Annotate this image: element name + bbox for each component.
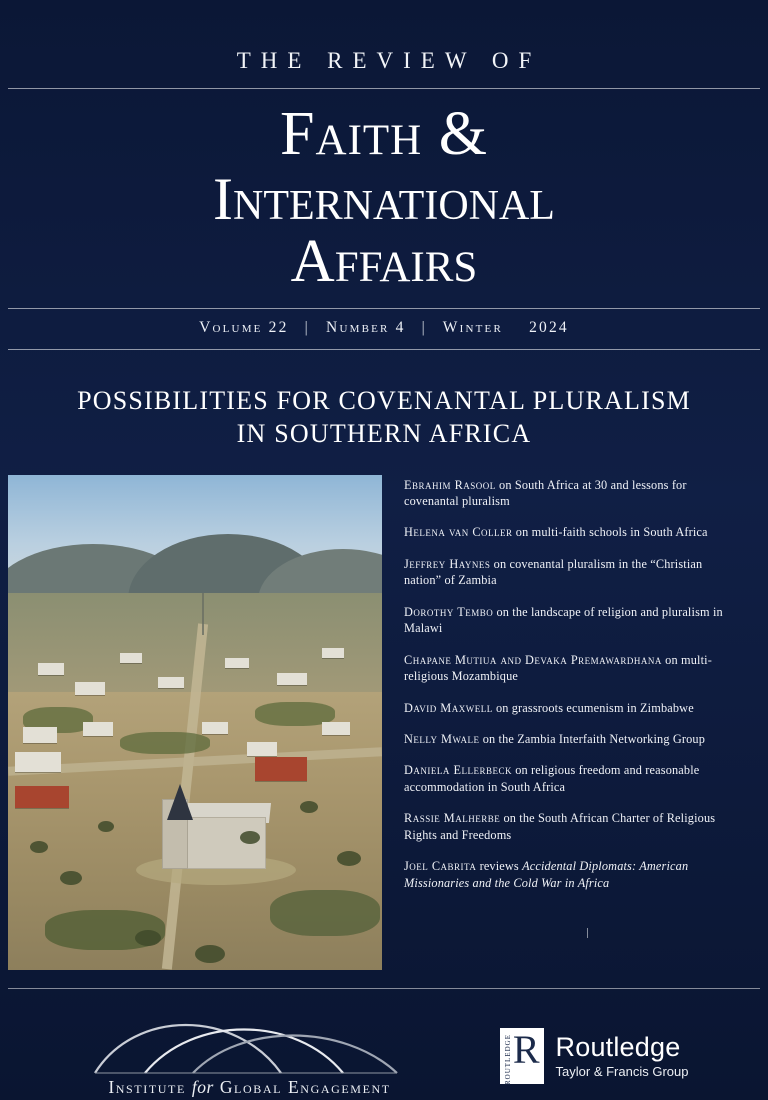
contents-author: Rassie Malherbe <box>404 810 501 825</box>
contents-author: Joel Cabrita <box>404 858 477 873</box>
contents-text: on the South African Charter of Religious Rights and Freedoms <box>404 810 716 842</box>
cover-photo-wrap <box>8 475 382 970</box>
contents-text: on covenantal pluralism in the “Christian nation” of Zambia <box>404 556 703 588</box>
contents-text: on multi-faith schools in South Africa <box>512 525 708 540</box>
photo-shrub <box>98 821 114 832</box>
issue-theme <box>0 350 768 461</box>
journal-title-line-1: Faith & <box>280 100 488 168</box>
photo-building <box>38 663 64 675</box>
photo-building <box>225 658 249 668</box>
journal-title <box>0 89 768 302</box>
footer-tick-mark <box>587 928 588 938</box>
photo-building <box>120 653 142 663</box>
contents-text: on grassroots ecumenism in Zimbabwe <box>492 700 694 715</box>
list-item <box>404 810 740 843</box>
contents-text: on religious freedom and reasonable accommodation in South Africa <box>404 762 700 794</box>
photo-shrub <box>195 945 225 963</box>
publisher-logo <box>500 1028 689 1084</box>
photo-building <box>15 752 61 772</box>
photo-utility-pole <box>202 593 204 635</box>
publisher-wordmark <box>556 1033 689 1079</box>
issue-number: Number 4 <box>326 319 406 336</box>
photo-shrub <box>60 871 82 885</box>
contents-author: Dorothy Tembo <box>404 604 494 619</box>
list-item <box>404 858 740 891</box>
ige-word-2: Global Engagement <box>219 1076 391 1097</box>
photo-church-tower <box>162 799 188 869</box>
photo-building <box>247 742 277 756</box>
contents-text: on the Zambia Interfaith Networking Group <box>479 731 706 746</box>
publisher-name: Routledge <box>555 1032 681 1063</box>
contents-text: on South Africa at 30 and lessons for covenantal pluralism <box>404 477 687 509</box>
contents-text: on multi-religious Mozambique <box>404 652 712 684</box>
journal-title-line-3: Affairs <box>290 228 478 295</box>
contents-author: Helena van Coller <box>404 525 513 540</box>
photo-building <box>277 673 307 685</box>
cover-footer <box>0 989 768 1098</box>
photo-shrub <box>135 930 161 946</box>
photo-building <box>202 722 228 734</box>
contents-book-title: Accidental Diplomats: American Missionaries and the Cold War in Africa <box>404 858 689 890</box>
ige-word-italic: for <box>191 1076 214 1097</box>
issue-volume: Volume 22 <box>199 319 289 336</box>
photo-red-roof-building <box>15 786 69 808</box>
publisher-subtitle: Taylor & Francis Group <box>555 1063 689 1079</box>
journal-title-line-2: International <box>213 166 555 232</box>
contents-author: Ebrahim Rasool <box>404 477 496 492</box>
issue-line <box>0 309 768 349</box>
issue-separator-2: | <box>421 319 427 336</box>
photo-building <box>83 722 113 736</box>
photo-building <box>322 722 350 735</box>
ige-word-1: Institute <box>108 1076 186 1097</box>
issue-separator-1: | <box>304 319 310 336</box>
photo-shrub <box>300 801 318 813</box>
photo-building <box>75 682 105 695</box>
issue-year: 2024 <box>529 319 569 336</box>
list-item <box>404 524 740 541</box>
photo-building <box>23 727 57 743</box>
ige-arcs-icon <box>80 1015 420 1077</box>
photo-shrub <box>240 831 260 844</box>
contents-author: Nelly Mwale <box>404 731 480 746</box>
list-item <box>404 556 740 589</box>
photo-red-roof-building <box>255 757 307 781</box>
issue-theme-line-1: POSSIBILITIES FOR COVENANTAL PLURALISM <box>77 386 691 415</box>
contents-text: reviews <box>476 858 523 873</box>
photo-building <box>322 648 344 658</box>
photo-shrub <box>337 851 361 866</box>
photo-vegetation <box>120 732 210 754</box>
contents-author: David Maxwell <box>404 700 493 715</box>
masthead <box>0 0 768 350</box>
contents-author: Daniela Ellerbeck <box>404 762 512 777</box>
cover-photo <box>8 475 382 970</box>
routledge-r-glyph: R <box>512 1027 540 1073</box>
list-item <box>404 700 740 717</box>
journal-kicker: THE REVIEW OF <box>236 48 542 73</box>
contents-author: Jeffrey Haynes <box>404 556 491 571</box>
photo-building <box>158 677 184 688</box>
list-item <box>404 477 740 510</box>
photo-vegetation <box>270 890 380 936</box>
photo-church-spire <box>167 784 193 820</box>
contents-text: on the landscape of religion and pluralism in Malawi <box>404 604 723 636</box>
table-of-contents <box>400 475 754 970</box>
cover-body <box>0 461 768 970</box>
ige-wordmark <box>80 1077 420 1098</box>
list-item <box>404 604 740 637</box>
issue-theme-line-2: IN SOUTHERN AFRICA <box>236 419 532 449</box>
issue-season: Winter <box>442 319 503 336</box>
ige-logo <box>80 1015 420 1098</box>
contents-author: Chapane Mutiua and Devaka Premawardhana <box>404 652 662 667</box>
list-item <box>404 762 740 795</box>
list-item <box>404 731 740 748</box>
list-item <box>404 652 740 685</box>
routledge-vertical-text: ROUTLEDGE <box>503 1034 512 1086</box>
issue-spacer <box>509 319 529 336</box>
routledge-mark-icon <box>500 1028 544 1084</box>
